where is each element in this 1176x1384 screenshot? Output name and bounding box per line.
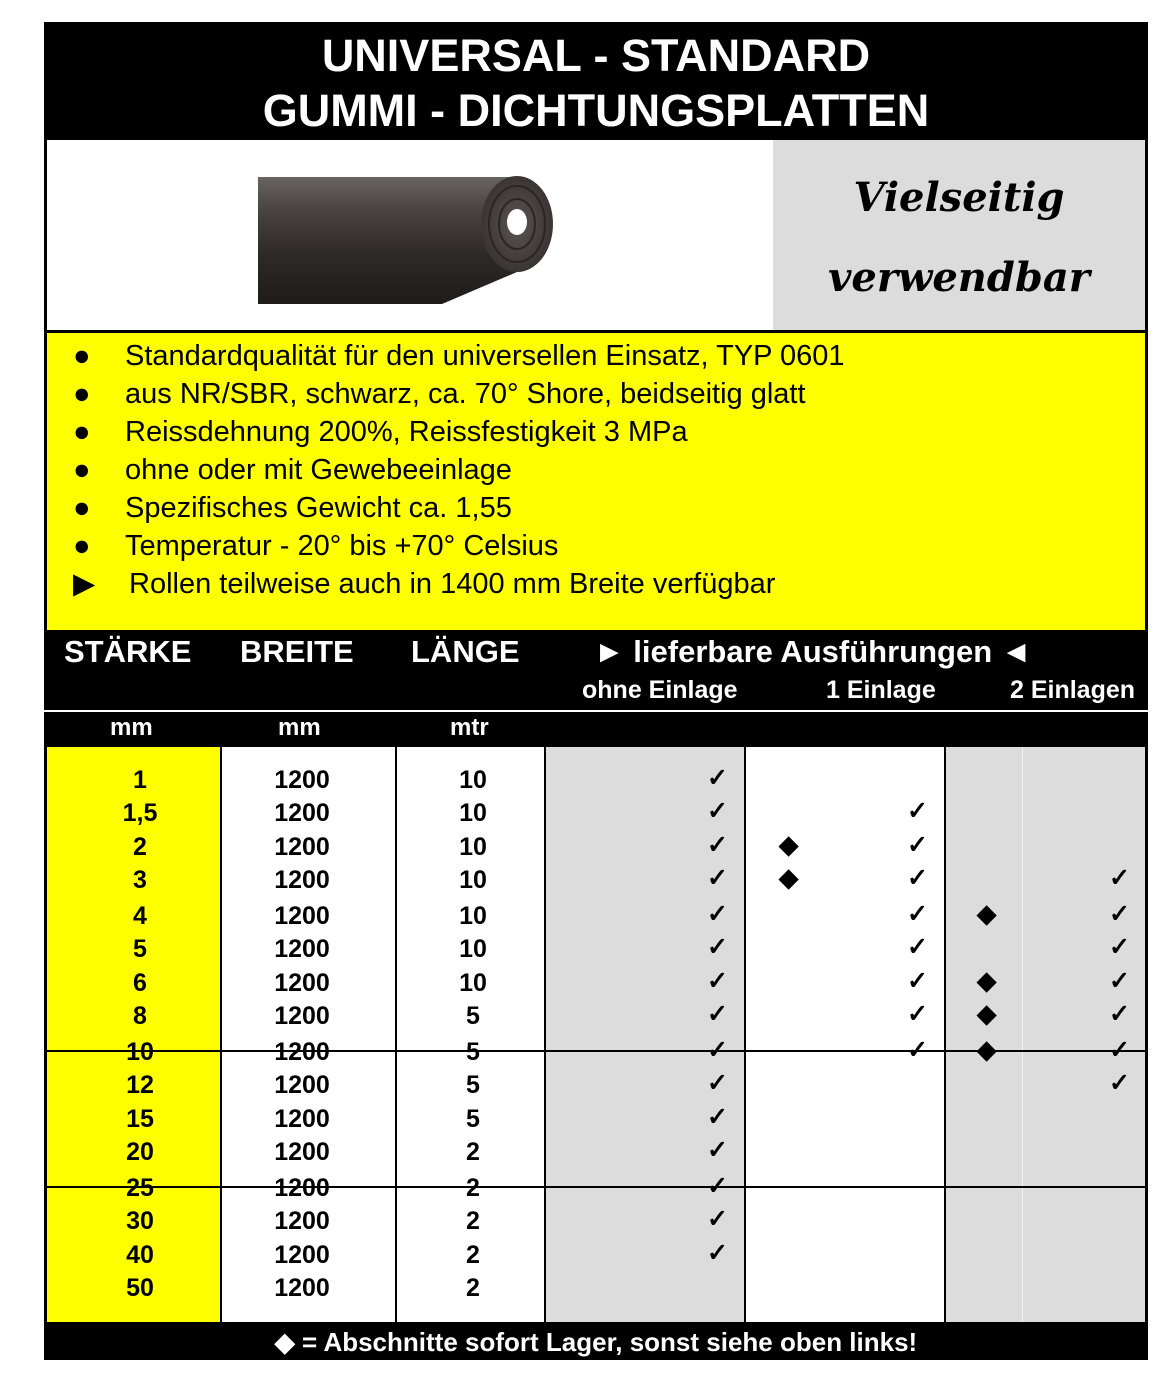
check-icon: ✓ [707,831,728,859]
cell-staerke: 40 [126,1241,154,1269]
cell-laenge: 10 [459,969,487,997]
cell-breite: 1200 [274,969,330,997]
tagline-box [773,140,1145,330]
check-icon: ✓ [1109,1069,1130,1097]
header-divider [44,710,1148,712]
feature-item [73,489,512,527]
feature-text: ohne oder mit Gewebeeinlage [125,454,512,486]
diamond-icon: ◆ [977,1036,997,1064]
check-icon: ✓ [1109,967,1130,995]
cell-laenge: 5 [466,1105,480,1133]
cell-breite: 1200 [274,866,330,894]
bullet-icon: ● [73,530,91,562]
cell-laenge: 10 [459,766,487,794]
cell-staerke: 6 [133,969,147,997]
diamond-icon: ◆ [977,1000,997,1028]
cell-laenge: 2 [466,1138,480,1166]
check-icon: ✓ [707,1069,728,1097]
check-icon: ✓ [907,900,928,928]
check-icon: ✓ [707,1205,728,1233]
diamond-icon: ◆ [779,864,799,892]
feature-text: Rollen teilweise auch in 1400 mm Breite verfügbar [129,568,776,600]
cell-staerke: 3 [133,866,147,894]
cell-staerke: 25 [126,1174,154,1202]
cell-breite: 1200 [274,1071,330,1099]
cell-staerke: 2 [133,833,147,861]
title-line-2: GUMMI - DICHTUNGSPLATTEN [262,85,930,136]
unit-staerke: mm [110,714,153,741]
cell-breite: 1200 [274,1241,330,1269]
cell-staerke: 1,5 [122,799,158,827]
cell-breite: 1200 [274,935,330,963]
check-icon: ✓ [707,764,728,792]
cell-staerke: 8 [133,1002,147,1030]
diamond-icon: ◆ [779,831,799,859]
cell-staerke: 50 [126,1274,154,1302]
check-icon: ✓ [707,864,728,892]
feature-text: Standardqualität für den universellen Einsatz, TYP 0601 [125,340,845,372]
cell-breite: 1200 [274,1105,330,1133]
feature-text: Reissdehnung 200%, Reissfestigkeit 3 MPa [125,416,688,448]
header-ausfuehrungen: ► lieferbare Ausführungen ◄ [594,634,1032,669]
cell-staerke: 5 [133,935,147,963]
feature-item [73,413,688,451]
cell-breite: 1200 [274,1138,330,1166]
cell-breite: 1200 [274,902,330,930]
diamond-icon: ◆ [977,900,997,928]
feature-text: Spezifisches Gewicht ca. 1,55 [125,492,512,524]
check-icon: ✓ [707,933,728,961]
bullet-icon: ● [73,340,91,372]
cell-laenge: 10 [459,866,487,894]
bullet-icon: ● [73,378,91,410]
column-divider [1022,747,1023,1323]
cell-staerke: 4 [133,902,147,930]
subheader-ohne-einlage: ohne Einlage [582,676,738,704]
cell-laenge: 10 [459,935,487,963]
check-icon: ✓ [907,1000,928,1028]
bullet-icon: ● [73,454,91,486]
cell-laenge: 10 [459,902,487,930]
cell-breite: 1200 [274,766,330,794]
check-icon: ✓ [707,1136,728,1164]
check-icon: ✓ [907,967,928,995]
cell-laenge: 5 [466,1002,480,1030]
cell-laenge: 2 [466,1274,480,1302]
cell-staerke: 1 [133,766,147,794]
header-laenge: LÄNGE [411,634,520,669]
check-icon: ✓ [707,1103,728,1131]
check-icon: ✓ [907,797,928,825]
product-image [47,140,769,330]
cell-staerke: 30 [126,1207,154,1235]
rubber-roll-image [47,140,769,330]
check-icon: ✓ [907,1036,928,1064]
check-icon: ✓ [707,900,728,928]
diamond-icon: ◆ [977,967,997,995]
cell-laenge: 10 [459,799,487,827]
bullet-icon: ● [73,492,91,524]
arrow-bullet-icon: ▶ [73,568,96,600]
cell-laenge: 2 [466,1207,480,1235]
check-icon: ✓ [907,933,928,961]
check-icon: ✓ [1109,1000,1130,1028]
bullet-icon: ● [73,416,91,448]
feature-item [73,451,512,489]
feature-item [73,527,559,565]
cell-breite: 1200 [274,799,330,827]
header-staerke: STÄRKE [64,634,192,669]
check-icon: ✓ [707,797,728,825]
product-sheet [44,22,1148,1360]
tagline-line-2: verwendbar [828,254,1090,301]
image-row [47,140,1145,330]
cell-staerke: 10 [126,1038,154,1066]
check-icon: ✓ [707,1239,728,1267]
cell-laenge: 5 [466,1071,480,1099]
check-icon: ✓ [907,864,928,892]
cell-staerke: 12 [126,1071,154,1099]
check-icon: ✓ [1109,933,1130,961]
cell-breite: 1200 [274,1038,330,1066]
cell-staerke: 15 [126,1105,154,1133]
unit-laenge: mtr [450,714,489,741]
check-icon: ✓ [707,1000,728,1028]
check-icon: ✓ [707,1172,728,1200]
check-icon: ✓ [1109,1036,1130,1064]
cell-breite: 1200 [274,833,330,861]
feature-text: aus NR/SBR, schwarz, ca. 70° Shore, beidseitig glatt [125,378,806,410]
cell-laenge: 2 [466,1174,480,1202]
cell-breite: 1200 [274,1002,330,1030]
check-icon: ✓ [707,1036,728,1064]
header-breite: BREITE [240,634,354,669]
tagline-line-1: Vielseitig [853,174,1065,221]
subheader-1-einlage: 1 Einlage [826,676,936,704]
group-divider [47,1186,1145,1188]
feature-text: Temperatur - 20° bis +70° Celsius [125,530,559,562]
title-line-1: UNIVERSAL - STANDARD [321,30,871,81]
feature-list [47,333,1145,630]
feature-item [73,565,776,603]
subheader-2-einlagen: 2 Einlagen [1010,676,1136,704]
check-icon: ✓ [707,967,728,995]
unit-breite: mm [278,714,321,741]
cell-staerke: 20 [126,1138,154,1166]
cell-laenge: 10 [459,833,487,861]
check-icon: ✓ [907,831,928,859]
feature-item [73,337,845,375]
footer-note: ◆ = Abschnitte sofort Lager, sonst siehe oben links! [274,1327,918,1357]
cell-breite: 1200 [274,1207,330,1235]
check-icon: ✓ [1109,900,1130,928]
page-title [44,22,1148,140]
check-icon: ✓ [1109,864,1130,892]
cell-breite: 1200 [274,1174,330,1202]
cell-laenge: 5 [466,1038,480,1066]
feature-item [73,375,806,413]
cell-laenge: 2 [466,1241,480,1269]
cell-breite: 1200 [274,1274,330,1302]
data-table [47,747,1145,1323]
